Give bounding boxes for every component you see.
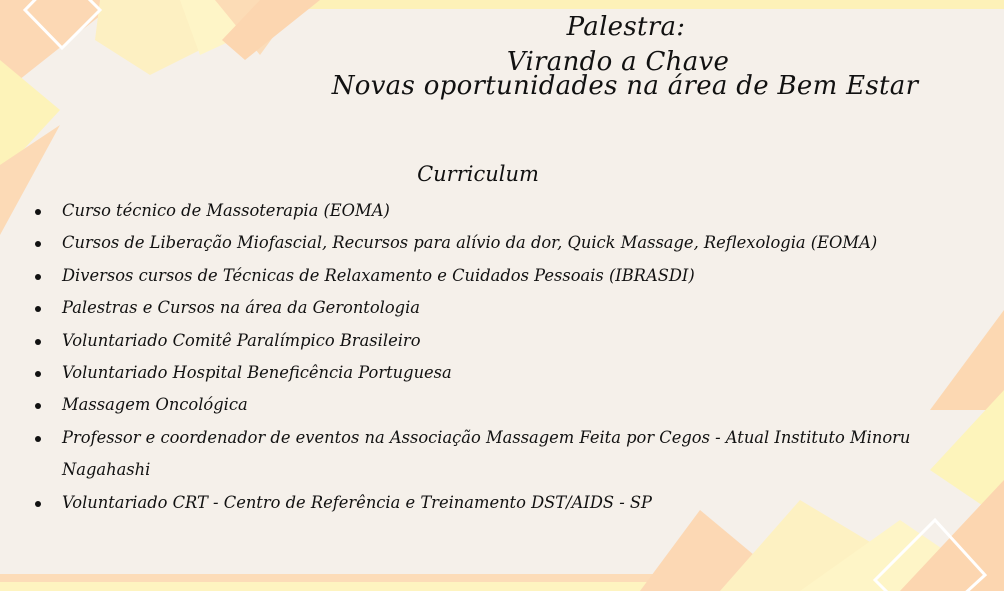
- talk-label: Palestra:: [566, 12, 686, 42]
- list-item: Curso técnico de Massoterapia (EOMA): [35, 195, 935, 227]
- talk-subtitle: Novas oportunidades na área de Bem Estar: [331, 71, 919, 101]
- bullet-icon: [35, 306, 41, 312]
- list-item: Palestras e Cursos na área da Gerontologia: [35, 292, 935, 324]
- curriculum-heading: Curriculum: [417, 162, 539, 186]
- list-item: Cursos de Liberação Miofascial, Recursos para alívio da dor, Quick Massage, Reflexologia (EOMA): [35, 227, 935, 259]
- bullet-icon: [35, 403, 41, 409]
- list-item: Voluntariado Hospital Beneficência Portuguesa: [35, 357, 935, 389]
- bullet-icon: [35, 274, 41, 280]
- list-item: Voluntariado Comitê Paralímpico Brasileiro: [35, 325, 935, 357]
- bullet-icon: [35, 339, 41, 345]
- bullet-icon: [35, 436, 41, 442]
- bullet-icon: [35, 209, 41, 215]
- curriculum-list: [35, 195, 935, 519]
- list-item: Voluntariado CRT - Centro de Referência e Treinamento DST/AIDS - SP: [35, 487, 935, 519]
- talk-title: Virando a Chave: [506, 47, 730, 77]
- bullet-icon: [35, 371, 41, 377]
- list-item: Diversos cursos de Técnicas de Relaxamento e Cuidados Pessoais (IBRASDI): [35, 260, 935, 292]
- list-item: Massagem Oncológica: [35, 389, 935, 421]
- list-item: Professor e coordenador de eventos na Associação Massagem Feita por Cegos - Atual Instituto Minoru Nagahashi: [35, 422, 935, 487]
- bullet-icon: [35, 501, 41, 507]
- bullet-icon: [35, 241, 41, 247]
- right-peach-diamond: [930, 310, 1004, 410]
